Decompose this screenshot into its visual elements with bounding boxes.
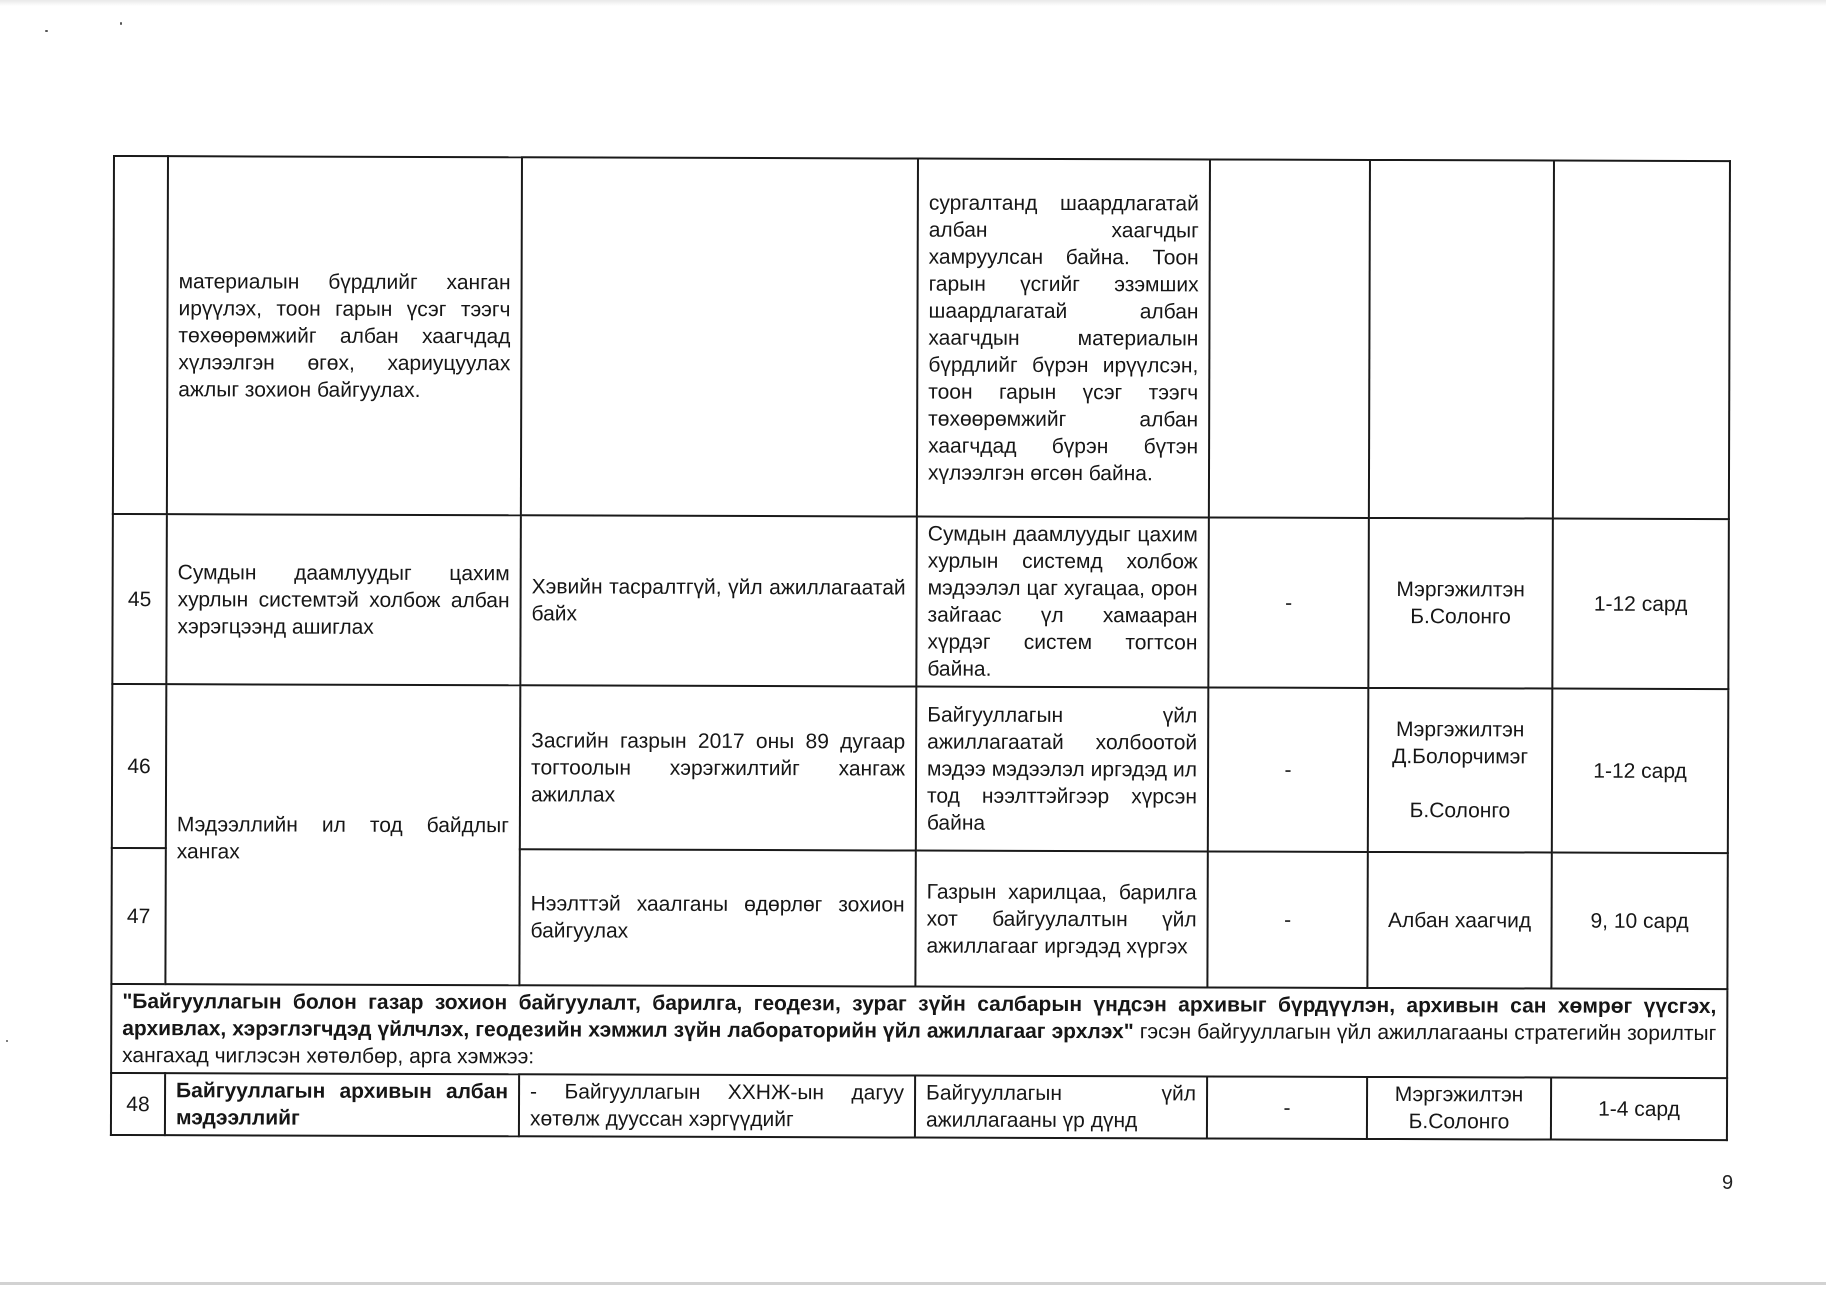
section-heading-row <box>111 984 1727 1078</box>
row-number: 48 <box>111 1073 165 1135</box>
plan-table <box>110 155 1731 1141</box>
cell-result: Сумдын даамлуудыг цахим хурлын системд холбож мэдээлэл цаг хугацаа, орон зайгаас үл хамааран хүрдэг систем тогтсон байна. <box>916 517 1209 688</box>
cell-activity: Хэвийн тасралтгүй, үйл ажиллагаатай байх <box>520 515 917 686</box>
cell-empty <box>521 157 918 516</box>
page-number: 9 <box>1722 1172 1734 1194</box>
cell-deadline: 1-12 сард <box>1552 689 1729 854</box>
cell-deadline: 9, 10 сард <box>1551 853 1727 990</box>
cell-responsible: Албан хаагчид <box>1367 852 1551 989</box>
responsible-line: Б.Солонго <box>1409 799 1511 823</box>
cell-empty <box>1369 160 1554 519</box>
responsible-line: Д.Болорчимэг <box>1392 745 1529 769</box>
cell-empty <box>1553 161 1730 520</box>
cell-budget: - <box>1207 851 1367 988</box>
cell-activity: - Байгууллагын ХХНЖ-ын дагуу хөтөлж дууссан хэргүүдийг <box>519 1074 915 1137</box>
responsible-line: Б.Солонго <box>1408 1110 1510 1134</box>
cell-result: Газрын харилцаа, барилга хот байгуулалтын үйл ажиллагааг иргэдэд хүргэх <box>915 851 1207 988</box>
cell-result-continued: сургалтанд шаардлагатай албан хаагчдыг хамруулсан байна. Тоон гарын үсгийг эзэмших шаардлагатай албан хаагчдын материалын бүрдлийг бүрэн ирүүлсэн, тоон гарын үсэг тээгч төхөөрөмжийг албан хаагчдад бүрэн бүтэн хүлээлгэн өгсөн байна. <box>917 159 1210 518</box>
table-row-48 <box>111 1073 1727 1140</box>
cell-budget: - <box>1208 517 1369 688</box>
cell-num <box>113 156 168 514</box>
cell-result: Байгууллагын үйл ажиллагааны үр дүнд <box>915 1076 1207 1139</box>
cell-activity: Засгийн газрын 2017 оны 89 дугаар тогтоолын хэрэгжилтийг хангаж ажиллах <box>520 685 917 850</box>
page-edge-top <box>0 0 1826 6</box>
scan-speck <box>120 22 122 25</box>
row-number: 46 <box>112 684 167 848</box>
cell-responsible <box>1368 688 1553 853</box>
section-heading-bold: "Байгууллагын болон газар зохион байгуулалт, барилга, геодези, зураг зүйн салбарын үндсэн архивыг бүрдүүлэн, архивын сан хөмрөг үүсгэх, архивлах, хэрэглэгчдэд үйлчлэх, геодезийн хэмжил зүйн лабораторийн үйл ажиллагааг эрхлэх" <box>122 990 1717 1044</box>
row-number: 45 <box>112 514 167 684</box>
table-row-46 <box>112 684 1729 853</box>
responsible-line: Мэргэжилтэн <box>1395 718 1525 742</box>
cell-deadline: 1-4 сард <box>1551 1078 1727 1141</box>
table-row-continuation <box>113 156 1730 519</box>
scan-speck <box>6 1040 8 1042</box>
scan-speck <box>45 30 48 32</box>
cell-responsible <box>1367 1077 1551 1140</box>
cell-empty <box>1209 159 1370 518</box>
section-heading-normal: гэсэн байгууллагын үйл ажиллагааны стратегийн зорилтыг хангахад чиглэсэн хөтөлбөр, арга хэмжээ: <box>122 1020 1717 1069</box>
cell-responsible: Мэргэжилтэн Б.Солонго <box>1368 518 1553 689</box>
cell-result: Байгууллагын үйл ажиллагаатай холбоотой мэдээ мэдээлэл иргэдэд ил тод нээлттэйгээр хүрсэн байна <box>916 687 1209 852</box>
cell-deadline: 1-12 сард <box>1552 519 1729 690</box>
section-heading <box>111 984 1727 1078</box>
cell-objective-shared: Мэдээллийн ил тод байдлыг хангах <box>165 684 520 985</box>
table-row-45 <box>112 514 1729 689</box>
cell-objective: Байгууллагын архивын албан мэдээллийг <box>165 1073 519 1136</box>
cell-budget: - <box>1207 1076 1367 1139</box>
responsible-line: Мэргэжилтэн <box>1394 1083 1524 1107</box>
row-number: 47 <box>111 848 165 984</box>
cell-activity: Нээлттэй хаалганы өдөрлөг зохион байгуулах <box>519 849 915 986</box>
cell-objective: Сумдын даамлуудыг цахим хурлын системтэй холбож албан хэрэгцээнд ашиглах <box>166 514 521 685</box>
cell-budget: - <box>1208 687 1369 852</box>
page-edge-bottom <box>0 1282 1826 1285</box>
cell-activity-continued: материалын бүрдлийг ханган ирүүлэх, тоон гарын үсэг тээгч төхөөрөмжийг албан хаагчдад хүлээлгэн өгөх, хариуцуулах ажлыг зохион байгуулах. <box>167 156 522 515</box>
